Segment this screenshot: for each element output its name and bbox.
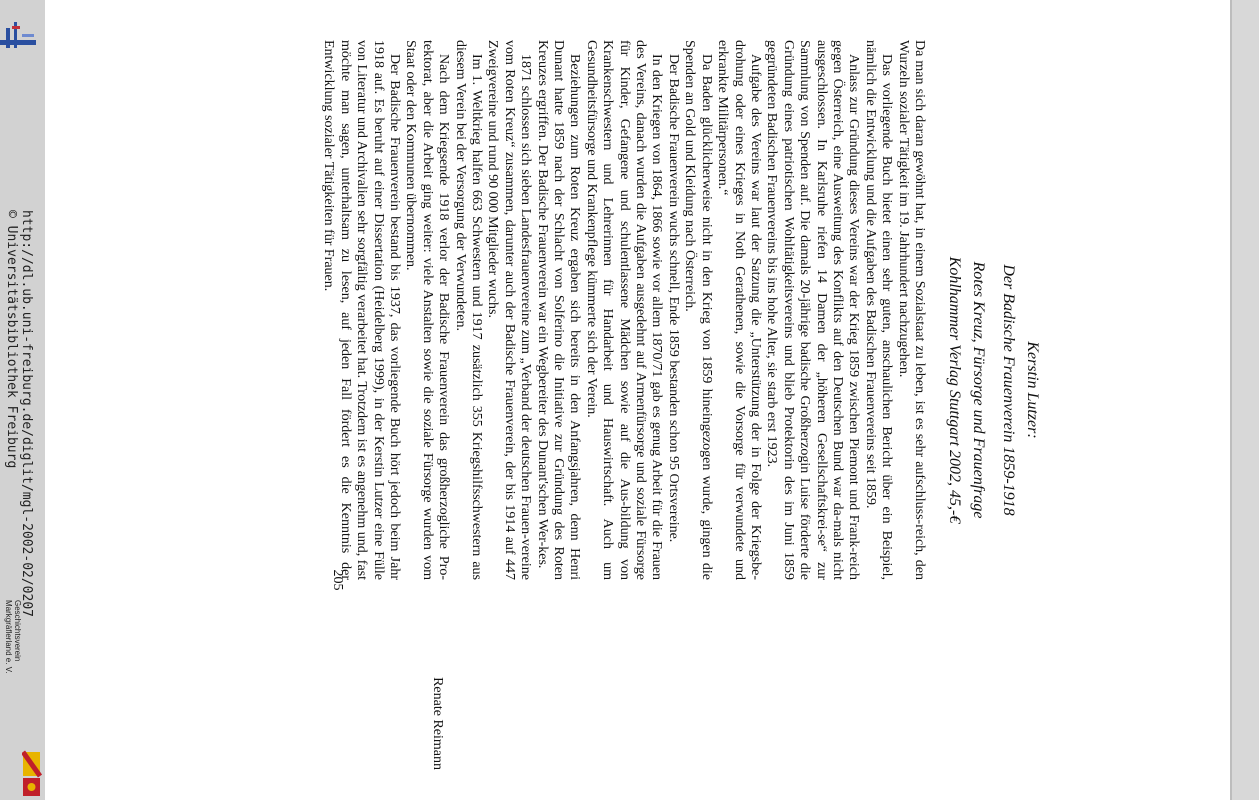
society-label-line1: Geschichtsverein [13,600,22,662]
left-sidebar-strip [0,0,45,800]
rotated-page-content [321,0,1045,780]
paragraph: Aufgabe des Vereins war laut der Satzung die „Unterstützung der in Folge der Kriegsbe-drohung oder eines Krieges in Noth Gerathenen, sowie die Vorsorge für verwundete und erkrankte Militärpersonen.“ [715,40,763,580]
copyright-notice: © Universitätsbibliothek Freiburg [4,210,19,469]
review-body [320,40,927,580]
paragraph: Das vorliegende Buch bietet einen sehr guten, anschaulichen Bericht über ein Beispiel, nämlich die Entwicklung und die Aufgaben des Badischen Frauenvereins seit 1859. [862,40,895,580]
paragraph: Nach dem Kriegsende 1918 verlor der Badische Frauenverein das großherzogliche Pro-tektorat, aber die Arbeit ging weiter: viele Anstalten sowie die soziale Fürsorge wurden vom Staat oder den Kommunen übernommen. [403,40,452,580]
paragraph: Da man sich daran gewöhnt hat, in einem Sozialstaat zu leben, ist es sehr aufschluss-reich, den Wurzeln sozialer Tätigkeit im 19. Jahrhundert nachzugehen. [895,40,927,580]
document-url[interactable]: http://dl.ub.uni-freiburg.de/diglit/mgl-2002-02/0207 [19,210,34,617]
society-label-line2: Markgräflerland e. V. [4,600,13,674]
paragraph: Beziehungen zum Roten Kreuz ergaben sich bereits in den Anfangsjahren, denn Henri Dunant hatte 1859 nach der Schlacht von Solferino die Initiative zur Gründung des Roten Kreuzes ergriffen. Der Badische Frauenverein war ein Wegbereiter des Dunant'schen Wer-kes. [534,40,583,580]
book-subtitle: Rotes Kreuz, Fürsorge und Frauenfrage [970,261,987,519]
reviewer-signature: Renate Reimann [430,677,445,770]
society-label [2,600,22,790]
book-title: Der Badische Frauenverein 1859-1918 [1000,264,1017,516]
paragraph: 1871 schlossen sich sieben Landesfrauenvereine zum „Verband der deutschen Frauen-vereine vom Roten Kreuz“ zusammen, darunter auch der Badische Frauenverein, der bis 1914 auf 447 Zweigvereine und rund 90 000 Mitglieder wuchs. [485,40,534,580]
page-number: 205 [330,569,345,591]
paragraph: Der Badische Frauenverein wuchs schnell, Ende 1859 bestanden schon 95 Ortsvereine. [665,54,681,543]
document-page [45,0,1232,800]
library-logo-icon [0,12,38,48]
coat-of-arms-icon [22,748,42,798]
paragraph: Der Badische Frauenverein bestand bis 1937, das vorliegende Buch hört jedoch beim Jahr 1918 auf. Es beruht auf einer Dissertation (Heidelberg 1999), in der Kerstin Lutzer eine Fülle von Literatur und Archivalien sehr sorgfältig verarbeitet hat. Trotzdem ist es angenehm und, fast möchte man sagen, unterhaltsam zu lesen, auf jeden Fall fördert es die Kenntnis der Entwicklung sozialer Tätigkeiten für Frauen. [321,40,402,580]
paragraph: Anlass zur Gründung dieses Vereins war der Krieg 1859 zwischen Piemont und Frank-reich gegen Österreich, eine Ausweitung des Konflikts auf den Deutschen Bund war da-mals nicht ausgeschlossen. In Karlsruhe riefen 14 Damen der „höheren Gesellschaftskrei-se“ zur Sammlung von Spenden auf. Die damals 20-jährige badische Großherzogin Luise förderte die Gründung eines patriotischen Wohltätigkeitsvereins und blieb Protektorin des im Juni 1859 gegründeten Badischen Frauenvereins bis ins hohe Alter, sie starb erst 1923. [764,40,862,580]
review-author: Kerstin Lutzer: [1024,341,1041,439]
paragraph: In den Kriegen von 1864, 1866 sowie vor allem 1870/71 gab es genug Arbeit für die Frauen des Vereins, danach wurden die Aufgaben ausgedehnt auf Armenfürsorge und soziale Fürsorge für Kinder, Gefangene und schulentlassene Mädchen sowie auf die Aus-bildung von Krankenschwestern und Lehrerinnen für Handarbeit und Hauswirtschaft. Auch um Gesundheitsfürsorge und Krankenpflege kümmerte sich der Verein. [583,40,665,580]
publication-info: Kohlhammer Verlag Stuttgart 2002, 45,-€ [946,256,963,524]
paragraph: Im 1. Weltkrieg halfen 663 Schwestern und 1917 zusätzlich 355 Kriegshilfsschwestern aus diesem Verein bei der Versorgung der Verwundeten. [452,40,485,580]
right-sidebar-strip [1232,0,1259,800]
paragraph: Da Baden glücklicherweise nicht in den Krieg von 1859 hineingezogen wurde, gingen die Spenden an Gold und Kleidung nach Österreich. [682,40,714,580]
